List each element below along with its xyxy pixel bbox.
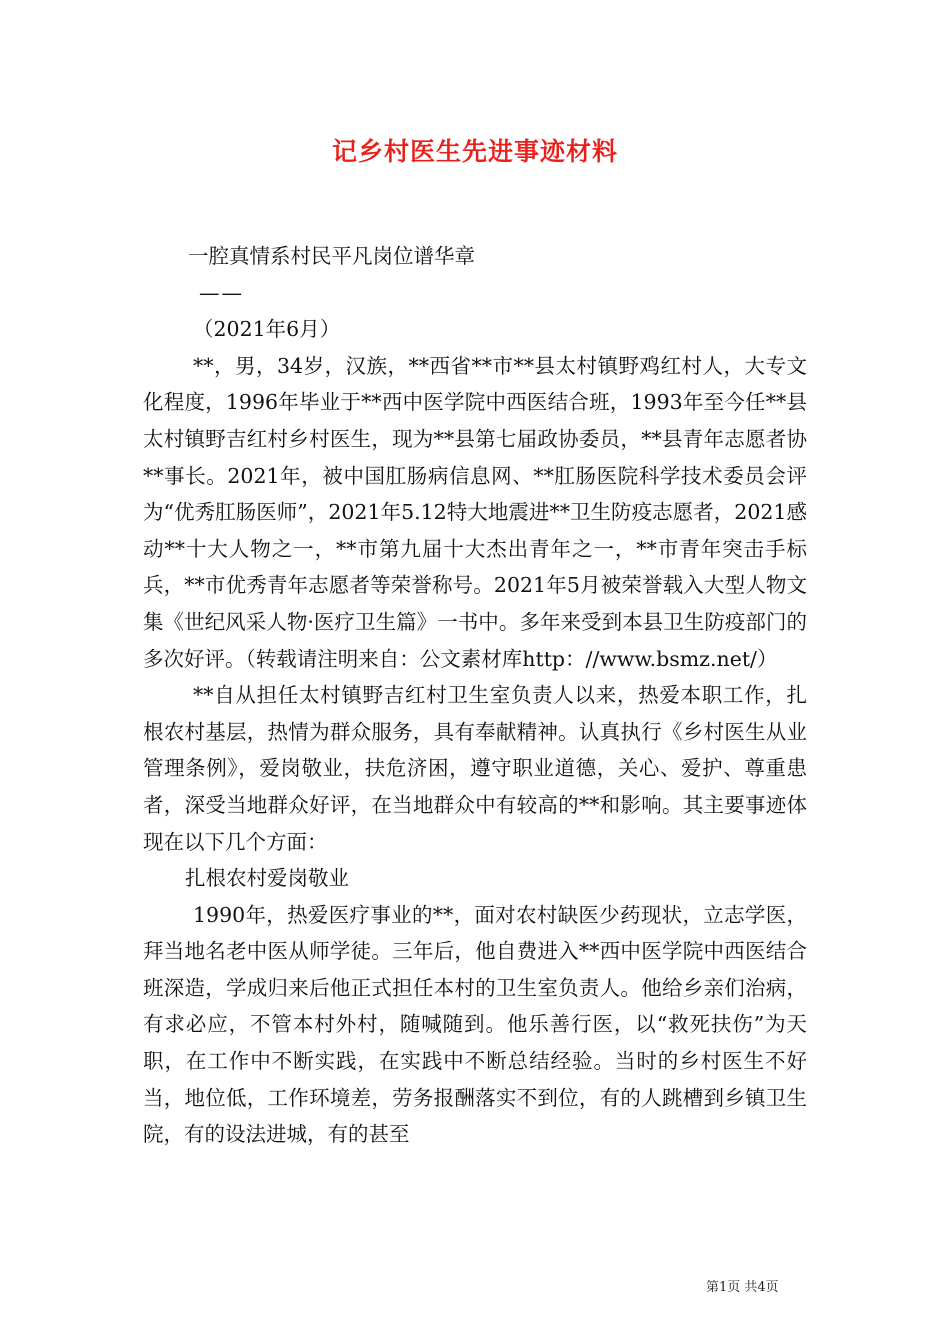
paragraph-summary: **自从担任太村镇野吉红村卫生室负责人以来，热爱本职工作，扎根农村基层，热情为群众服务，具有奉献精神。认真执行《乡村医生从业管理条例》，爱岗敬业，扶危济困，遵守职业道德，关心、爱护、尊重患者，深受当地群众好评，在当地群众中有较高的**和影响。其主要事迹体现在以下几个方面： xyxy=(143,683,807,854)
document-body xyxy=(143,238,807,1153)
subtitle-dash: —— xyxy=(199,280,244,305)
page-number: 第1页 共4页 xyxy=(706,1280,779,1295)
paragraph-profile: **，男，34岁，汉族，**西省**市**县太村镇野鸡红村人，大专文化程度，1996年毕业于**西中医学院中西医结合班，1993年至今任**县太村镇野吉红村乡村医生，现为**县第七届政协委员，**县青年志愿者协**事长。2021年，被中国肛肠病信息网、**肛肠医院科学技术委员会评为“优秀肛肠医师”，2021年5.12特大地震进**卫生防疫志愿者，2021感动**十大人物之一，**市第九届十大杰出青年之一，**市青年突击手标兵，**市优秀青年志愿者等荣誉称号。2021年5月被荣誉载入大型人物文集《世纪风采人物·医疗卫生篇》一书中。多年来受到本县卫生防疫部门的多次好评。（转载请注明来自：公文素材库http：//www.bsmz.net/） xyxy=(143,353,807,671)
paragraph-section-body: 1990年，热爱医疗事业的**，面对农村缺医少药现状，立志学医，拜当地名老中医从师学徒。三年后，他自费进入**西中医学院中西医结合班深造，学成归来后他正式担任本村的卫生室负责人。他给乡亲们治病，有求必应，不管本村外村，随喊随到。他乐善行医，以“救死扶伤”为天职，在工作中不断实践，在实践中不断总结经验。当时的乡村医生不好当，地位低，工作环境差，劳务报酬落实不到位，有的人跳槽到乡镇卫生院，有的设法进城，有的甚至 xyxy=(143,902,807,1147)
page-title: 记乡村医生先进事迹材料 xyxy=(331,137,618,166)
section-heading: 扎根农村爱岗敬业 xyxy=(185,866,349,891)
subtitle: 一腔真情系村民平凡岗位谱华章 xyxy=(188,244,475,268)
date-line: （2021年6月） xyxy=(193,317,341,342)
